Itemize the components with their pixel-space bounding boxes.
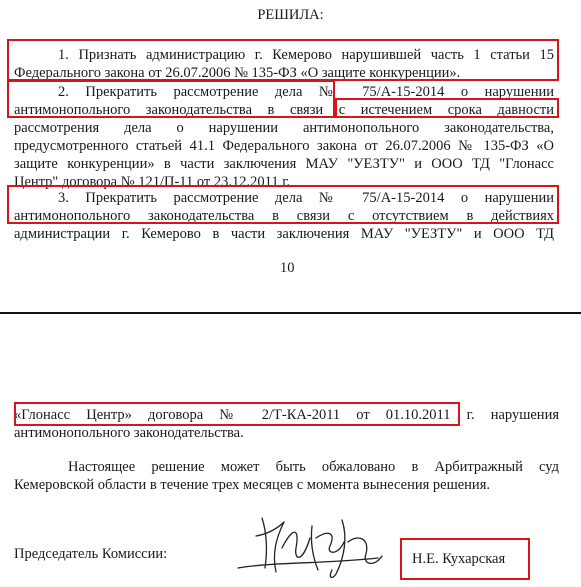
item2-line1: 2. Прекратить рассмотрение дела № 75/А-15-2014 о нарушении xyxy=(58,84,554,100)
item1-line2: Федерального закона от 26.07.2006 № 135-ФЗ «О защите конкуренции». xyxy=(14,65,461,81)
chairman-name: Н.Е. Кухарская xyxy=(412,551,506,567)
heading: РЕШИЛА: xyxy=(257,7,324,23)
item3-line2: антимонопольного законодательства в связи с отсутствием в действиях xyxy=(14,208,554,224)
highlight-box-item1 xyxy=(7,39,559,81)
item2-line2: антимонопольного законодательства в связи с истечением срока давности xyxy=(14,102,554,118)
page-divider xyxy=(0,312,581,314)
highlight-box-item2 xyxy=(7,80,335,118)
item3-line3: администрации г. Кемерово в части заключения МАУ "УЕЗТУ" и ООО ТД xyxy=(14,226,554,242)
handwritten-signature xyxy=(232,508,392,583)
item3-line1: 3. Прекратить рассмотрение дела № 75/А-15-2014 о нарушении xyxy=(58,190,554,206)
highlight-box-item3 xyxy=(7,185,559,224)
page-number: 10 xyxy=(280,260,295,276)
item2-line5: защите конкуренции» в части заключения МАУ "УЕЗТУ" и ООО ТД "Глонасс xyxy=(14,156,554,172)
continued-line1: «Глонасс Центр» договора № 2/Т-КА-2011 от 01.10.2011 г. нарушения xyxy=(14,407,559,423)
item2-line3: рассмотрения дела о нарушении антимонопольного законодательства, xyxy=(14,120,554,136)
item2-line4: предусмотренного статьей 41.1 Федерального закона от 26.07.2006 № 135-ФЗ «О xyxy=(14,138,554,154)
chairman-label: Председатель Комиссии: xyxy=(14,546,168,562)
appeal-line1: Настоящее решение может быть обжаловано в Арбитражный суд xyxy=(68,459,559,475)
item2-line6: Центр" договора № 121/П-11 от 23.12.2011 г. xyxy=(14,174,291,190)
highlight-box-limitation xyxy=(335,98,559,118)
item1-line1: 1. Признать администрацию г. Кемерово нарушившей часть 1 статьи 15 xyxy=(58,47,554,63)
appeal-line2: Кемеровской области в течение трех месяцев с момента вынесения решения. xyxy=(14,477,490,493)
highlight-box-contract xyxy=(14,402,460,426)
continued-line2: антимонопольного законодательства. xyxy=(14,425,244,441)
